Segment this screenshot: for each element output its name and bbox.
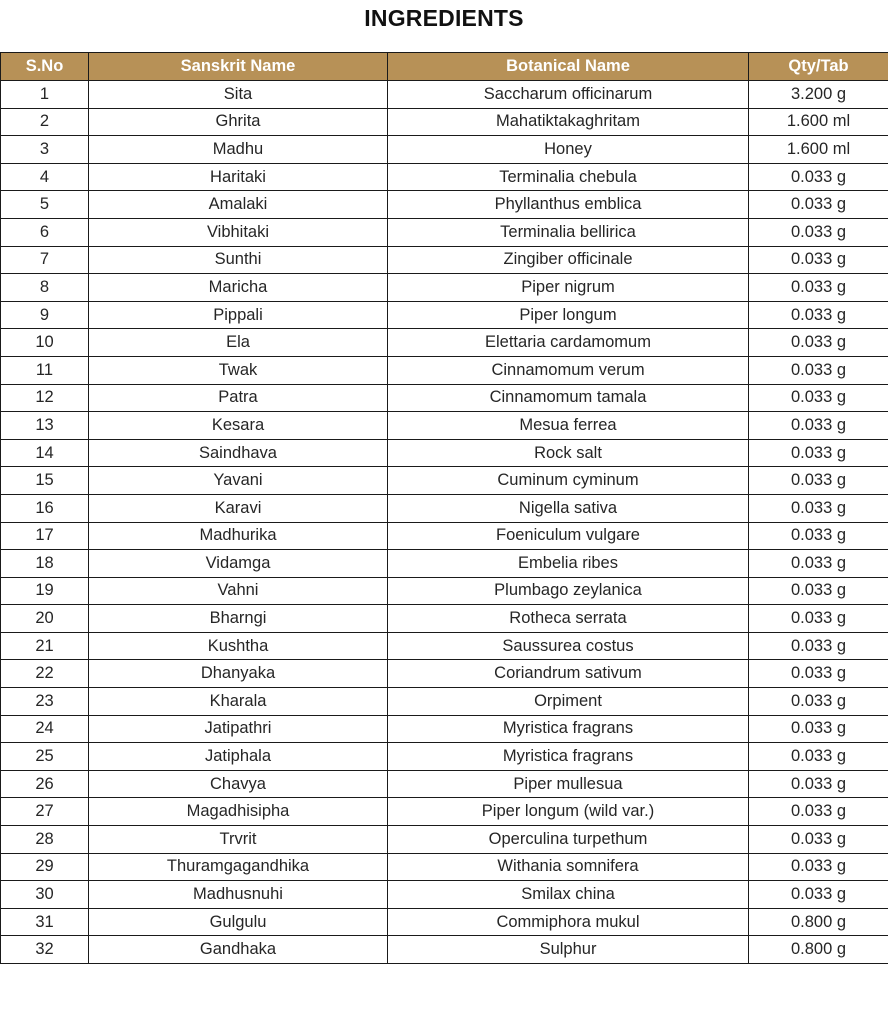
cell-sno: 30 xyxy=(1,881,89,909)
table-row xyxy=(1,605,888,633)
cell-qty-per-tab: 0.033 g xyxy=(749,798,888,826)
cell-botanical-name: Foeniculum vulgare xyxy=(388,522,749,550)
table-row xyxy=(1,798,888,826)
cell-sanskrit-name: Chavya xyxy=(89,770,388,798)
cell-qty-per-tab: 0.033 g xyxy=(749,522,888,550)
cell-qty-per-tab: 0.033 g xyxy=(749,218,888,246)
cell-botanical-name: Myristica fragrans xyxy=(388,743,749,771)
cell-botanical-name: Piper longum (wild var.) xyxy=(388,798,749,826)
cell-sanskrit-name: Bharngi xyxy=(89,605,388,633)
table-row xyxy=(1,660,888,688)
cell-sanskrit-name: Sunthi xyxy=(89,246,388,274)
cell-botanical-name: Rotheca serrata xyxy=(388,605,749,633)
cell-sanskrit-name: Gandhaka xyxy=(89,936,388,964)
cell-botanical-name: Coriandrum sativum xyxy=(388,660,749,688)
table-row xyxy=(1,108,888,136)
cell-sno: 22 xyxy=(1,660,89,688)
table-row xyxy=(1,412,888,440)
cell-sno: 1 xyxy=(1,81,89,109)
cell-sanskrit-name: Jatiphala xyxy=(89,743,388,771)
cell-botanical-name: Mesua ferrea xyxy=(388,412,749,440)
table-row xyxy=(1,191,888,219)
cell-qty-per-tab: 0.033 g xyxy=(749,550,888,578)
table-row xyxy=(1,439,888,467)
cell-sno: 19 xyxy=(1,577,89,605)
cell-sanskrit-name: Jatipathri xyxy=(89,715,388,743)
ingredients-table xyxy=(0,52,888,964)
cell-sno: 6 xyxy=(1,218,89,246)
table-row xyxy=(1,743,888,771)
cell-botanical-name: Piper nigrum xyxy=(388,274,749,302)
cell-sanskrit-name: Vibhitaki xyxy=(89,218,388,246)
cell-sanskrit-name: Twak xyxy=(89,356,388,384)
table-body xyxy=(1,81,888,964)
cell-qty-per-tab: 0.033 g xyxy=(749,274,888,302)
cell-sanskrit-name: Magadhisipha xyxy=(89,798,388,826)
table-row xyxy=(1,881,888,909)
cell-sanskrit-name: Haritaki xyxy=(89,163,388,191)
cell-sanskrit-name: Gulgulu xyxy=(89,908,388,936)
cell-qty-per-tab: 0.033 g xyxy=(749,494,888,522)
cell-qty-per-tab: 0.033 g xyxy=(749,881,888,909)
cell-qty-per-tab: 1.600 ml xyxy=(749,108,888,136)
cell-sanskrit-name: Kharala xyxy=(89,688,388,716)
cell-qty-per-tab: 0.033 g xyxy=(749,743,888,771)
cell-sanskrit-name: Patra xyxy=(89,384,388,412)
cell-sanskrit-name: Dhanyaka xyxy=(89,660,388,688)
cell-sno: 11 xyxy=(1,356,89,384)
cell-botanical-name: Rock salt xyxy=(388,439,749,467)
table-row xyxy=(1,522,888,550)
cell-botanical-name: Nigella sativa xyxy=(388,494,749,522)
cell-botanical-name: Orpiment xyxy=(388,688,749,716)
cell-botanical-name: Saussurea costus xyxy=(388,632,749,660)
cell-sanskrit-name: Yavani xyxy=(89,467,388,495)
cell-sno: 24 xyxy=(1,715,89,743)
cell-sno: 23 xyxy=(1,688,89,716)
cell-sanskrit-name: Pippali xyxy=(89,301,388,329)
table-row xyxy=(1,274,888,302)
cell-sno: 13 xyxy=(1,412,89,440)
table-row xyxy=(1,494,888,522)
cell-sno: 5 xyxy=(1,191,89,219)
header-sno: S.No xyxy=(1,53,89,81)
cell-sanskrit-name: Amalaki xyxy=(89,191,388,219)
cell-sno: 8 xyxy=(1,274,89,302)
cell-qty-per-tab: 0.033 g xyxy=(749,163,888,191)
cell-botanical-name: Mahatiktakaghritam xyxy=(388,108,749,136)
cell-sanskrit-name: Ela xyxy=(89,329,388,357)
cell-qty-per-tab: 0.033 g xyxy=(749,715,888,743)
cell-qty-per-tab: 0.033 g xyxy=(749,384,888,412)
cell-qty-per-tab: 0.033 g xyxy=(749,467,888,495)
cell-sno: 25 xyxy=(1,743,89,771)
table-row xyxy=(1,356,888,384)
cell-botanical-name: Piper longum xyxy=(388,301,749,329)
cell-sno: 14 xyxy=(1,439,89,467)
table-row xyxy=(1,136,888,164)
cell-botanical-name: Myristica fragrans xyxy=(388,715,749,743)
table-row xyxy=(1,329,888,357)
cell-sno: 20 xyxy=(1,605,89,633)
table-row xyxy=(1,826,888,854)
cell-sno: 21 xyxy=(1,632,89,660)
cell-botanical-name: Plumbago zeylanica xyxy=(388,577,749,605)
cell-botanical-name: Operculina turpethum xyxy=(388,826,749,854)
cell-sno: 16 xyxy=(1,494,89,522)
cell-sanskrit-name: Madhu xyxy=(89,136,388,164)
cell-botanical-name: Smilax china xyxy=(388,881,749,909)
cell-qty-per-tab: 0.033 g xyxy=(749,688,888,716)
cell-sanskrit-name: Karavi xyxy=(89,494,388,522)
cell-sno: 7 xyxy=(1,246,89,274)
cell-botanical-name: Withania somnifera xyxy=(388,853,749,881)
cell-botanical-name: Commiphora mukul xyxy=(388,908,749,936)
cell-sanskrit-name: Vahni xyxy=(89,577,388,605)
cell-qty-per-tab: 0.033 g xyxy=(749,853,888,881)
cell-sno: 2 xyxy=(1,108,89,136)
cell-sno: 31 xyxy=(1,908,89,936)
table-row xyxy=(1,770,888,798)
page-title: INGREDIENTS xyxy=(364,5,524,31)
cell-sno: 26 xyxy=(1,770,89,798)
header-sanskrit-name: Sanskrit Name xyxy=(89,53,388,81)
cell-qty-per-tab: 0.033 g xyxy=(749,660,888,688)
cell-sanskrit-name: Maricha xyxy=(89,274,388,302)
cell-qty-per-tab: 1.600 ml xyxy=(749,136,888,164)
cell-botanical-name: Saccharum officinarum xyxy=(388,81,749,109)
cell-sno: 28 xyxy=(1,826,89,854)
cell-sanskrit-name: Vidamga xyxy=(89,550,388,578)
cell-sno: 17 xyxy=(1,522,89,550)
table-row xyxy=(1,632,888,660)
cell-sno: 32 xyxy=(1,936,89,964)
cell-sno: 4 xyxy=(1,163,89,191)
table-row xyxy=(1,384,888,412)
cell-botanical-name: Elettaria cardamomum xyxy=(388,329,749,357)
cell-botanical-name: Phyllanthus emblica xyxy=(388,191,749,219)
cell-qty-per-tab: 0.033 g xyxy=(749,770,888,798)
cell-qty-per-tab: 0.033 g xyxy=(749,191,888,219)
cell-sno: 29 xyxy=(1,853,89,881)
table-row xyxy=(1,467,888,495)
cell-botanical-name: Cinnamomum tamala xyxy=(388,384,749,412)
table-row xyxy=(1,81,888,109)
cell-botanical-name: Terminalia bellirica xyxy=(388,218,749,246)
table-row xyxy=(1,853,888,881)
table-row xyxy=(1,550,888,578)
header-botanical-name: Botanical Name xyxy=(388,53,749,81)
cell-qty-per-tab: 0.033 g xyxy=(749,577,888,605)
cell-qty-per-tab: 0.800 g xyxy=(749,936,888,964)
header-qty-per-tab: Qty/Tab xyxy=(749,53,888,81)
table-header-row xyxy=(1,53,888,81)
cell-sno: 10 xyxy=(1,329,89,357)
cell-sanskrit-name: Ghrita xyxy=(89,108,388,136)
cell-botanical-name: Cinnamomum verum xyxy=(388,356,749,384)
table-row xyxy=(1,246,888,274)
cell-qty-per-tab: 0.033 g xyxy=(749,301,888,329)
cell-sanskrit-name: Kesara xyxy=(89,412,388,440)
table-row xyxy=(1,577,888,605)
cell-sno: 27 xyxy=(1,798,89,826)
cell-botanical-name: Zingiber officinale xyxy=(388,246,749,274)
cell-sanskrit-name: Kushtha xyxy=(89,632,388,660)
cell-sno: 9 xyxy=(1,301,89,329)
table-row xyxy=(1,936,888,964)
cell-qty-per-tab: 3.200 g xyxy=(749,81,888,109)
cell-botanical-name: Cuminum cyminum xyxy=(388,467,749,495)
cell-qty-per-tab: 0.033 g xyxy=(749,412,888,440)
cell-sanskrit-name: Sita xyxy=(89,81,388,109)
cell-sno: 18 xyxy=(1,550,89,578)
cell-sanskrit-name: Madhurika xyxy=(89,522,388,550)
cell-botanical-name: Embelia ribes xyxy=(388,550,749,578)
cell-qty-per-tab: 0.033 g xyxy=(749,356,888,384)
cell-botanical-name: Sulphur xyxy=(388,936,749,964)
cell-sno: 12 xyxy=(1,384,89,412)
cell-botanical-name: Honey xyxy=(388,136,749,164)
cell-sanskrit-name: Saindhava xyxy=(89,439,388,467)
table-row xyxy=(1,715,888,743)
cell-qty-per-tab: 0.800 g xyxy=(749,908,888,936)
cell-qty-per-tab: 0.033 g xyxy=(749,329,888,357)
cell-botanical-name: Terminalia chebula xyxy=(388,163,749,191)
cell-botanical-name: Piper mullesua xyxy=(388,770,749,798)
table-row xyxy=(1,301,888,329)
cell-sanskrit-name: Thuramgagandhika xyxy=(89,853,388,881)
table-row xyxy=(1,218,888,246)
cell-qty-per-tab: 0.033 g xyxy=(749,439,888,467)
cell-qty-per-tab: 0.033 g xyxy=(749,826,888,854)
cell-sanskrit-name: Madhusnuhi xyxy=(89,881,388,909)
cell-qty-per-tab: 0.033 g xyxy=(749,246,888,274)
table-row xyxy=(1,908,888,936)
cell-sanskrit-name: Trvrit xyxy=(89,826,388,854)
table-row xyxy=(1,688,888,716)
cell-qty-per-tab: 0.033 g xyxy=(749,632,888,660)
cell-qty-per-tab: 0.033 g xyxy=(749,605,888,633)
cell-sno: 15 xyxy=(1,467,89,495)
cell-sno: 3 xyxy=(1,136,89,164)
table-row xyxy=(1,163,888,191)
